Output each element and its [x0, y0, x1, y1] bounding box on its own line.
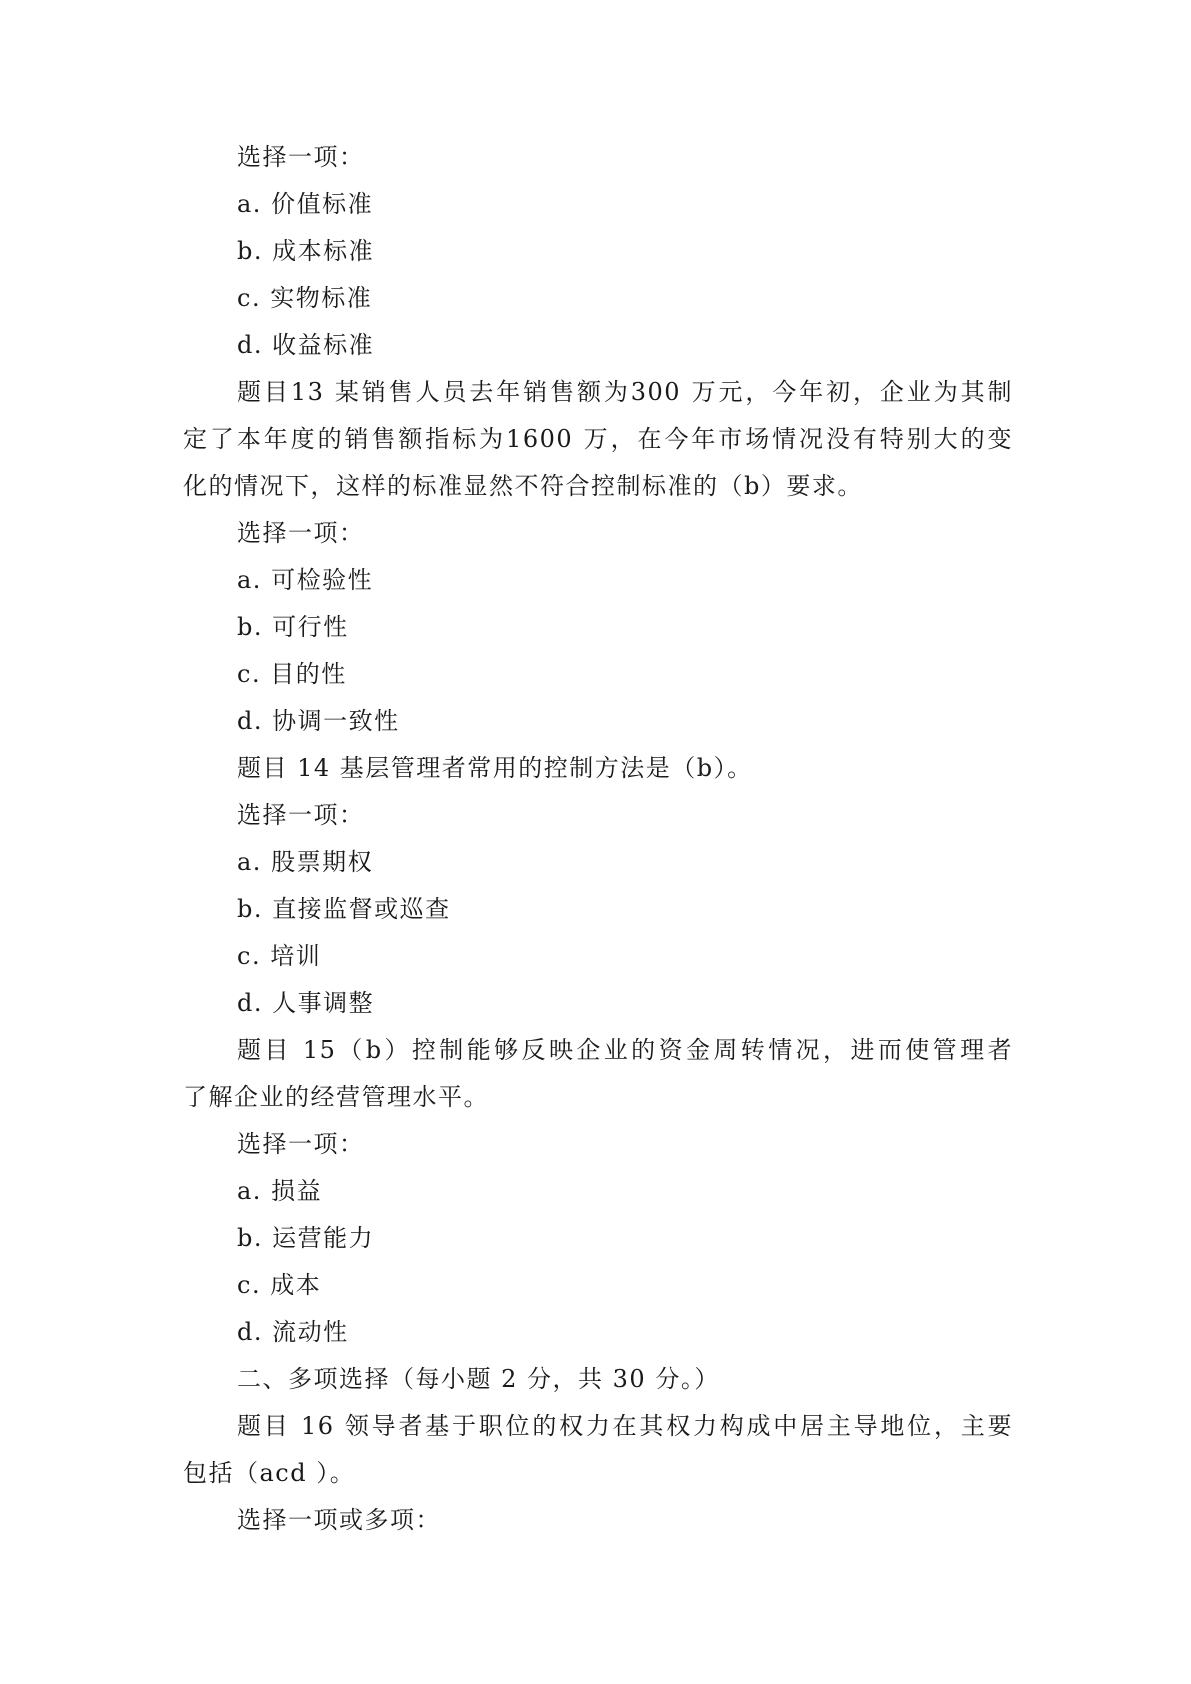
section-heading: 二、多项选择（每小题 2 分，共 30 分。）: [237, 1365, 720, 1393]
option-b: b. 运营能力: [237, 1224, 375, 1252]
question-line: 题目13 某销售人员去年销售额为300 万元，今年初，企业为其制: [237, 378, 1013, 406]
option-a: a. 价值标准: [237, 190, 374, 218]
option-d: d. 收益标准: [237, 331, 375, 359]
question-line: 定了本年度的销售额指标为1600 万，在今年市场情况没有特别大的变: [183, 425, 1013, 453]
question-line: 了解企业的经营管理水平。: [183, 1083, 489, 1111]
question-line: 题目 15（b）控制能够反映企业的资金周转情况，进而使管理者: [237, 1036, 1013, 1064]
option-b: b. 直接监督或巡查: [237, 895, 451, 923]
option-c: c. 成本: [237, 1271, 322, 1299]
question-prompt: 选择一项或多项：: [237, 1506, 441, 1534]
question-13: [183, 369, 1013, 510]
question-14: [183, 745, 1013, 792]
option-c: c. 目的性: [237, 660, 347, 688]
question-prompt: 选择一项：: [237, 1130, 365, 1158]
question-prompt: 选择一项：: [237, 801, 365, 829]
option-a: a. 股票期权: [237, 848, 374, 876]
question-prompt: 选择一项：: [237, 143, 365, 171]
question-line: 题目 14 基层管理者常用的控制方法是（b）。: [237, 754, 753, 782]
option-d: d. 协调一致性: [237, 707, 400, 735]
question-line: 包括（acd ）。: [183, 1459, 356, 1487]
question-line: 题目 16 领导者基于职位的权力在其权力构成中居主导地位，主要: [237, 1412, 1013, 1440]
question-prompt: 选择一项：: [237, 519, 365, 547]
option-c: c. 实物标准: [237, 284, 373, 312]
question-15: [183, 1027, 1013, 1121]
option-a: a. 可检验性: [237, 566, 374, 594]
option-d: d. 流动性: [237, 1318, 349, 1346]
question-line: 化的情况下，这样的标准显然不符合控制标准的（b）要求。: [183, 472, 863, 500]
option-d: d. 人事调整: [237, 989, 375, 1017]
option-c: c. 培训: [237, 942, 322, 970]
question-16: [183, 1403, 1013, 1497]
option-b: b. 可行性: [237, 613, 349, 641]
option-b: b. 成本标准: [237, 237, 375, 265]
option-a: a. 损益: [237, 1177, 323, 1205]
document-body: [183, 134, 1013, 1544]
